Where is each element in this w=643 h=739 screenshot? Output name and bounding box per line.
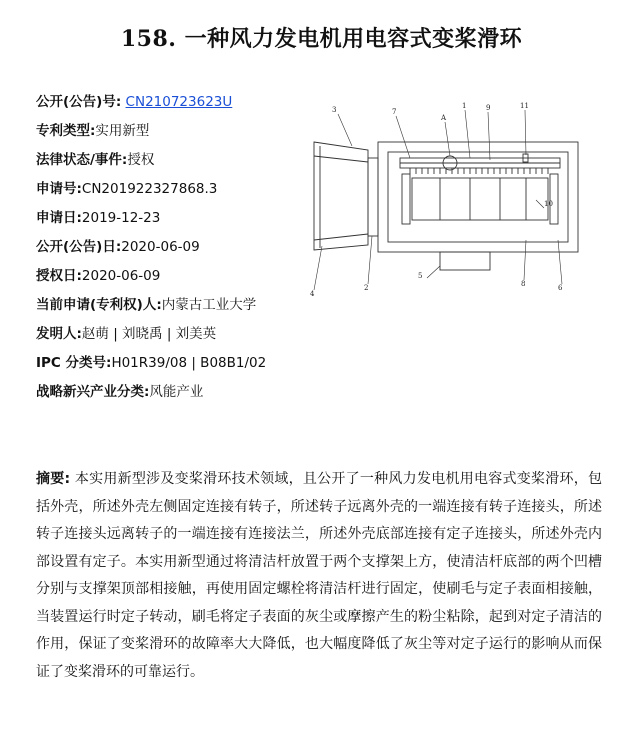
field-value: 风能产业 xyxy=(149,384,204,400)
field-publication-number xyxy=(36,88,326,117)
publication-number-link[interactable]: CN210723623U xyxy=(125,94,233,110)
field-label: 申请号: xyxy=(36,181,82,197)
figure-label: 11 xyxy=(520,102,529,110)
field-legal-status xyxy=(36,146,326,175)
field-ipc xyxy=(36,349,326,378)
figure-label: 5 xyxy=(418,272,423,280)
patent-metadata xyxy=(36,88,326,407)
field-value: H01R39/08 | B08B1/02 xyxy=(111,355,267,371)
figure-label: 2 xyxy=(364,284,369,292)
inner-chamber xyxy=(388,152,568,242)
field-value: 2019-12-23 xyxy=(81,210,161,226)
field-patent-type xyxy=(36,117,326,146)
abstract-label: 摘要: xyxy=(36,471,71,487)
support-frame xyxy=(402,174,410,224)
rotor-connector xyxy=(368,158,378,236)
field-industry-category xyxy=(36,378,326,407)
field-inventors xyxy=(36,320,326,349)
field-value: 实用新型 xyxy=(95,123,150,139)
stator-connector xyxy=(440,252,490,270)
rotor-flange xyxy=(314,142,368,250)
brush xyxy=(410,168,548,174)
stator xyxy=(412,178,548,220)
figure-label: 7 xyxy=(392,108,397,116)
field-value: 2020-06-09 xyxy=(81,268,161,284)
rotor-flange-line xyxy=(314,234,368,240)
leader-lines xyxy=(314,110,562,290)
support-frame xyxy=(550,174,558,224)
rotor-flange-line xyxy=(314,156,368,162)
field-application-date xyxy=(36,204,326,233)
figure-label: 10 xyxy=(544,200,553,208)
field-label: 当前申请(专利权)人: xyxy=(36,297,162,313)
field-label: 战略新兴产业分类: xyxy=(36,384,150,400)
field-value: 赵萌 | 刘晓禹 | 刘美英 xyxy=(81,326,217,342)
field-label: 公开(公告)日: xyxy=(36,239,122,255)
field-value: 2020-06-09 xyxy=(121,239,200,255)
field-publication-date xyxy=(36,233,326,262)
field-label: 法律状态/事件: xyxy=(36,152,128,168)
field-label: 发明人: xyxy=(36,326,82,342)
field-applicant xyxy=(36,291,326,320)
figure-label: 6 xyxy=(558,284,563,292)
patent-drawing xyxy=(300,100,600,300)
field-label: 公开(公告)号: xyxy=(36,94,122,110)
abstract xyxy=(36,466,602,686)
figure-label: 4 xyxy=(310,290,315,298)
field-label: IPC 分类号: xyxy=(36,355,112,371)
figure-label: 8 xyxy=(521,280,526,288)
field-application-number xyxy=(36,175,326,204)
figure-label: 1 xyxy=(462,102,467,110)
field-label: 专利类型: xyxy=(36,123,96,139)
field-grant-date xyxy=(36,262,326,291)
figure-label: 9 xyxy=(486,104,491,112)
field-label: 申请日: xyxy=(36,210,82,226)
field-label: 授权日: xyxy=(36,268,82,284)
page-title: 158. 一种风力发电机用电容式变桨滑环 xyxy=(120,26,523,52)
field-value: CN201922327868.3 xyxy=(81,181,218,197)
abstract-text: 本实用新型涉及变桨滑环技术领域，且公开了一种风力发电机用电容式变桨滑环，包括外壳，所述外壳左侧固定连接有转子，所述转子远离外壳的一端连接有转子连接头，所述转子连接头远离转子的一端连接有连接法兰，所述外壳底部连接有定子连接头，所述外壳内部设置有定子。本实用新型通过将清洁杆放置于两个支撑架上方，使清洁杆底部的两个凹槽分别与支撑架顶部相接触，再使用固定螺栓将清洁杆进行固定，使刷毛与定子表面相接触，当装置运行时定子转动，刷毛将定子表面的灰尘或摩擦产生的粉尘粘除，起到对定子清洁的作用，保证了变桨滑环的故障率大大降低，也大幅度降低了灰尘等对定子运行的影响从而保证了变桨滑环的可靠运行。 xyxy=(36,471,602,680)
figure-label: 3 xyxy=(332,106,337,114)
figure-label: A xyxy=(441,114,447,122)
field-value: 授权 xyxy=(127,152,155,168)
field-value: 内蒙古工业大学 xyxy=(161,297,257,313)
